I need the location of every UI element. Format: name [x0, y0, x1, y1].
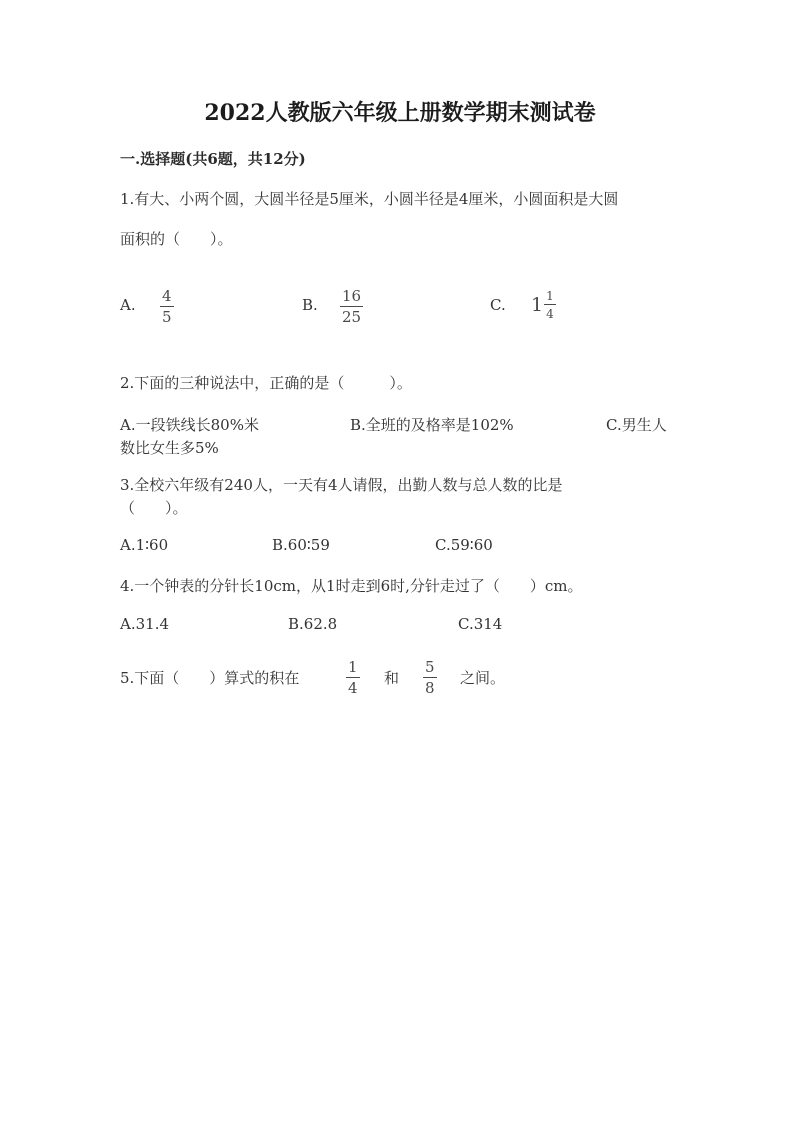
question-2-text: 2.下面的三种说法中，正确的是（ ）。 — [120, 374, 412, 392]
section-title: 一.选择题(共6题，共12分) — [120, 150, 306, 168]
q1-option-a-fraction — [160, 289, 174, 325]
question-3-line-2: （ ）。 — [120, 499, 188, 517]
q3-option-b: B.60∶59 — [272, 536, 330, 554]
q5-fraction-2-numerator: 5 — [425, 658, 435, 676]
q5-fraction-2 — [423, 660, 437, 696]
question-1-line-1: 1.有大、小两个圆，大圆半径是5厘米，小圆半径是4厘米，小圆面积是大圆 — [120, 190, 619, 208]
q1-option-a-label: A. — [120, 296, 136, 314]
q1-option-a-numerator: 4 — [162, 287, 172, 305]
q2-option-a: A.一段铁线长80%米 — [120, 416, 259, 434]
q4-option-a: A.31.4 — [120, 615, 169, 633]
q1-option-c-mixed-number — [531, 290, 556, 320]
question-1-line-2: 面积的（ ）。 — [120, 230, 233, 248]
q1-option-b-fraction — [340, 289, 363, 325]
q3-option-c: C.59∶60 — [435, 536, 493, 554]
q1-option-c-fraction — [544, 290, 556, 320]
q4-option-c: C.314 — [458, 615, 503, 633]
q2-option-b: B.全班的及格率是102% — [350, 416, 514, 434]
question-4-text: 4.一个钟表的分针长10cm，从1时走到6时,分针走过了（ ）cm。 — [120, 577, 583, 595]
q1-option-c-whole: 1 — [531, 294, 544, 316]
q1-option-c-denominator: 4 — [546, 307, 554, 321]
q5-fraction-1 — [346, 660, 360, 696]
question-5-and: 和 — [384, 669, 400, 687]
q1-option-b-denominator: 25 — [342, 308, 362, 326]
question-5-text-before: 5.下面（ ）算式的积在 — [120, 669, 300, 687]
page-title: 2022人教版六年级上册数学期末测试卷 — [204, 100, 596, 126]
q2-option-c-part-2: 数比女生多5% — [120, 439, 219, 457]
q1-option-b-label: B. — [302, 296, 318, 314]
question-5-text-after: 之间。 — [460, 669, 506, 687]
q1-option-a-denominator: 5 — [162, 308, 172, 326]
question-3-line-1: 3.全校六年级有240人，一天有4人请假，出勤人数与总人数的比是 — [120, 476, 563, 494]
q2-option-c-part-1: C.男生人 — [606, 416, 667, 434]
q5-fraction-1-denominator: 4 — [348, 679, 358, 697]
q1-option-b-numerator: 16 — [342, 287, 362, 305]
q5-fraction-1-numerator: 1 — [348, 658, 358, 676]
q3-option-a: A.1∶60 — [120, 536, 169, 554]
q1-option-c-numerator: 1 — [546, 289, 554, 303]
q4-option-b: B.62.8 — [288, 615, 338, 633]
q1-option-c-label: C. — [490, 296, 506, 314]
q5-fraction-2-denominator: 8 — [425, 679, 435, 697]
